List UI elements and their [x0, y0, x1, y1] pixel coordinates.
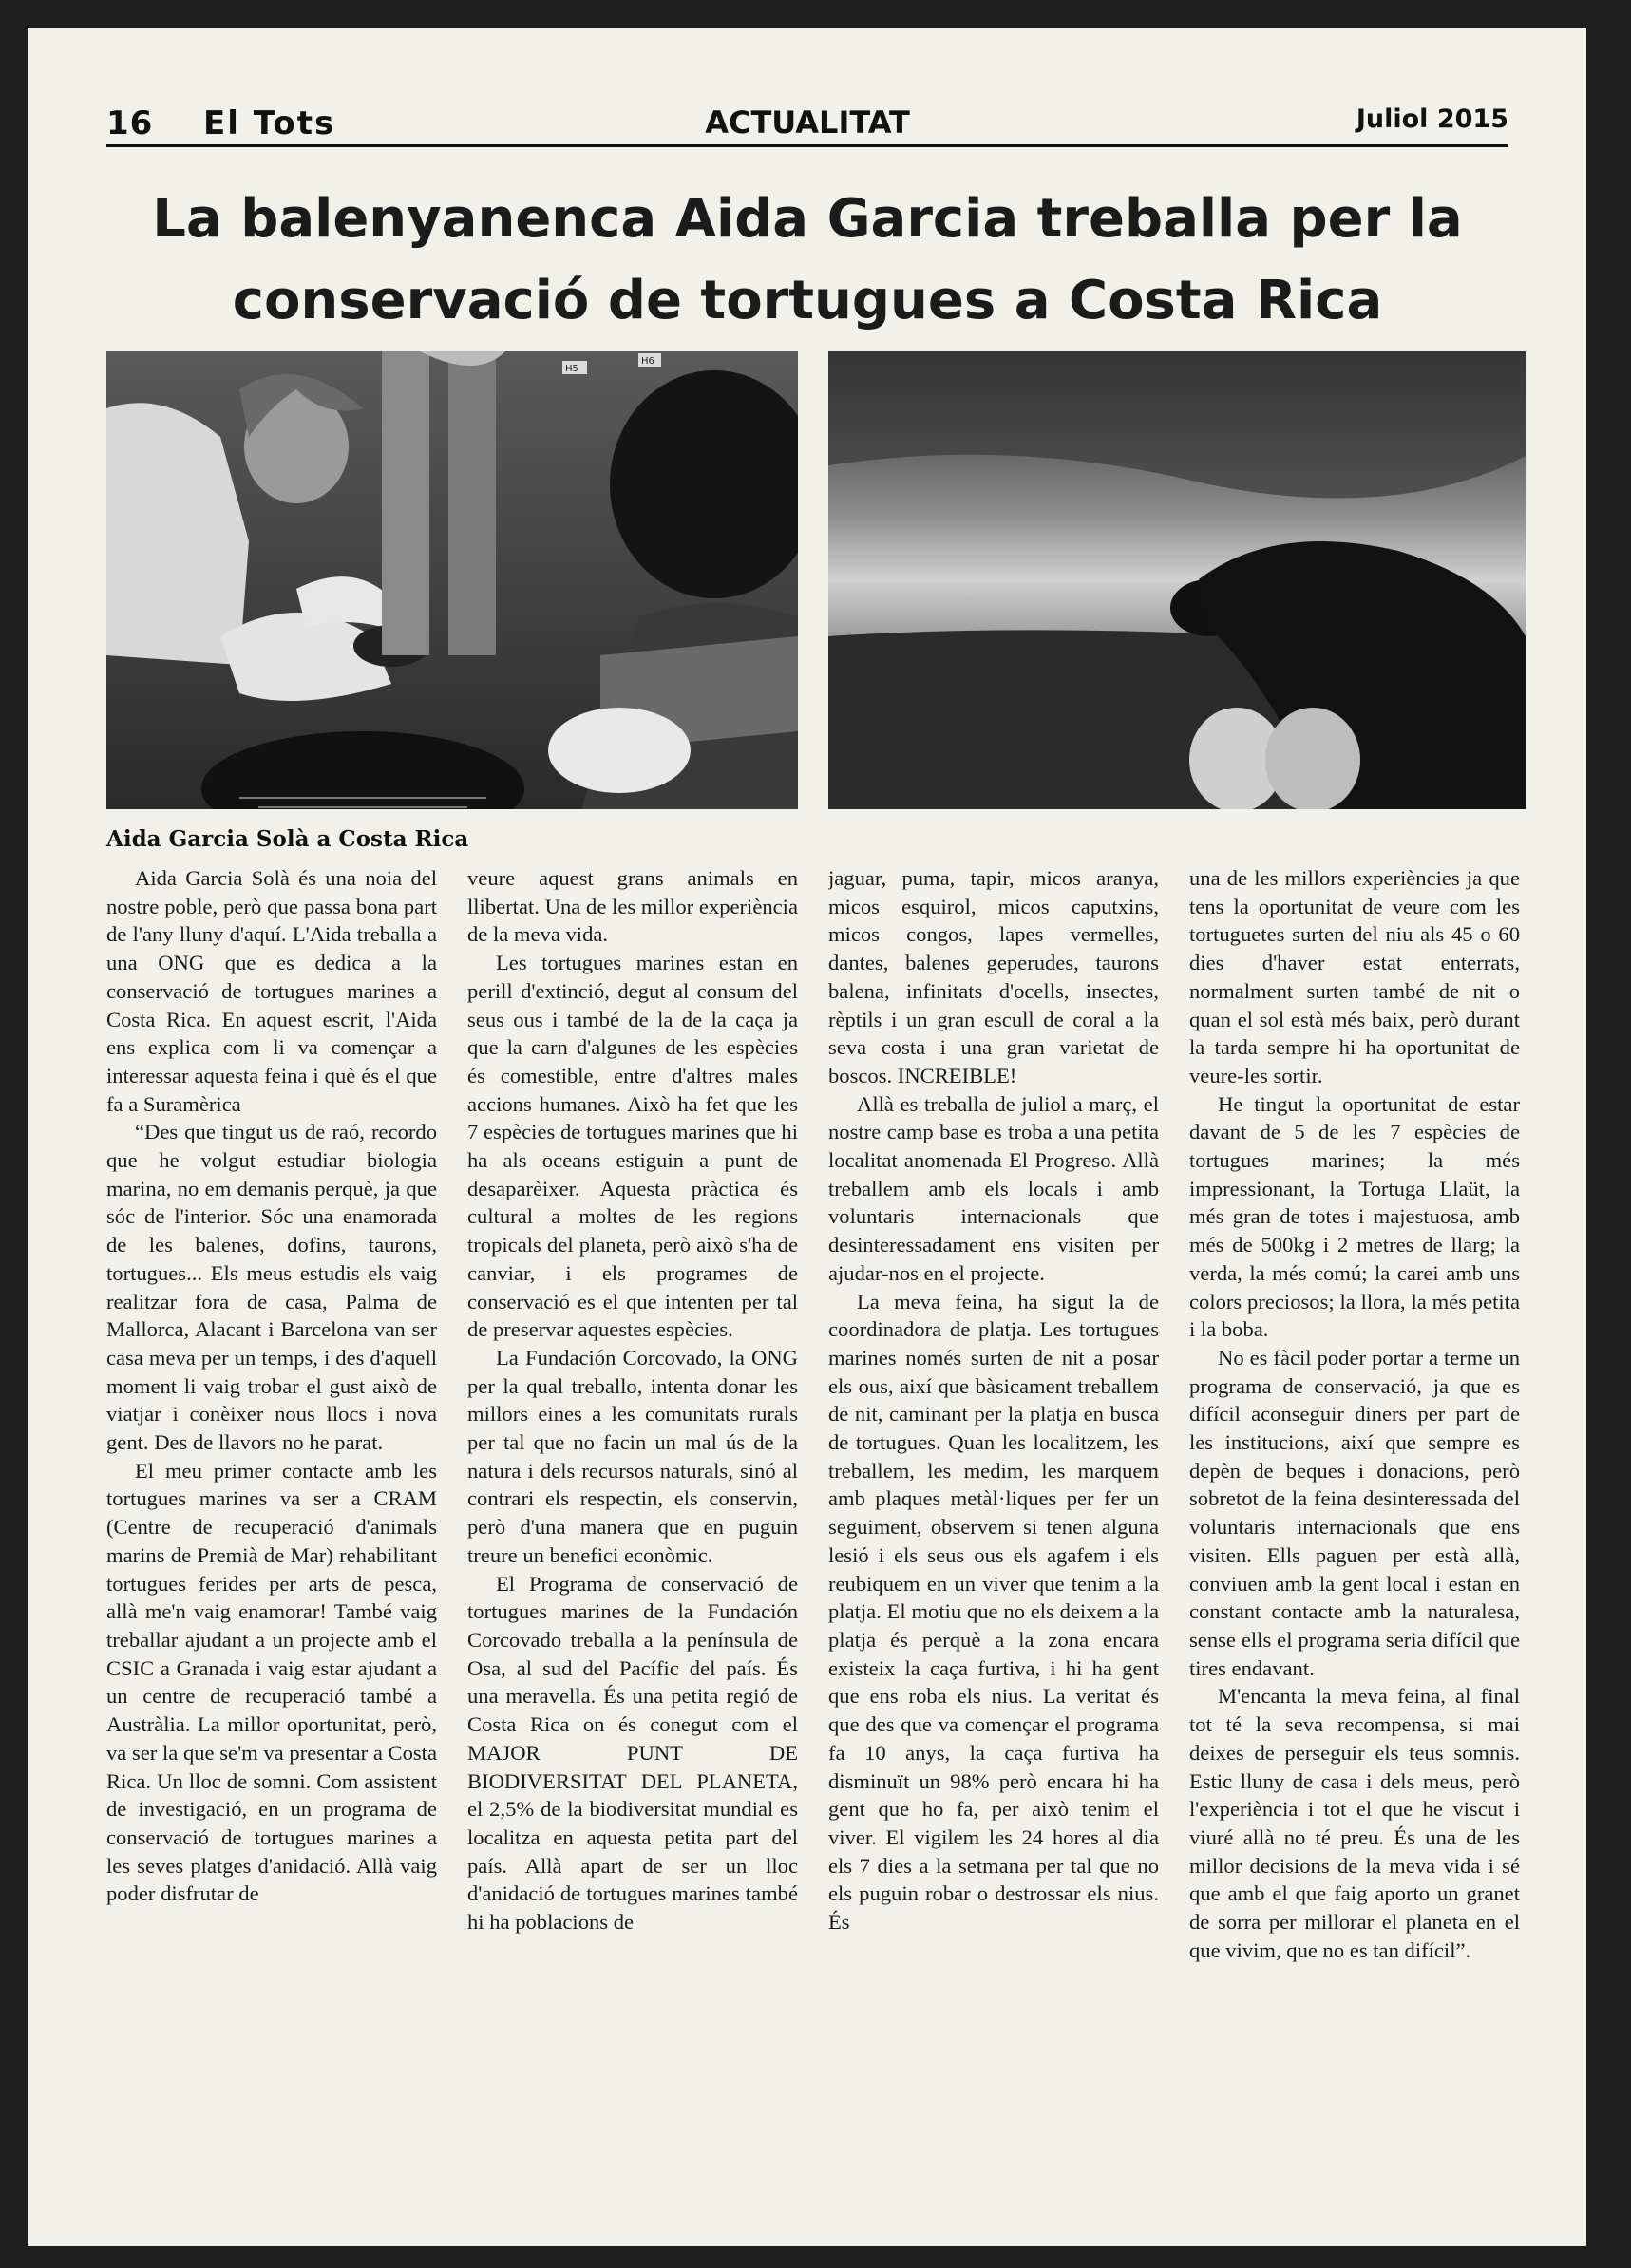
publication-name: El Tots — [203, 104, 336, 142]
page-number: 16 — [106, 104, 154, 142]
paragraph: una de les millors experiències ja que tens la oportunitat de veure com les tortuguetes surten del niu als 45 o 60 dies d'haver estat enterrats, normalment surten també de nit o quan el sol està més baix, però durant la tarda sempre hi ha oportunitat de veure-les sortir. — [1189, 866, 1520, 1087]
page-header — [106, 97, 1508, 163]
paragraph: La Fundación Corcovado, la ONG per la qual treballo, intenta donar les millors eines a les comunitats rurals per tal que no facin un mal ús de la natura i dels recursos naturals, sinó al contrari els respectin, els conservin, però d'una manera que en puguin treure un benefici econòmic. — [467, 1345, 798, 1567]
photo-caption: Aida Garcia Solà a Costa Rica — [106, 826, 469, 852]
paragraph: Les tortugues marines estan en perill d'extinció, degut al consum del seus ous i també de la de la caça ja que la carn d'algunes de les espècies és comestible, entre d'altres males accions humanes. Això ha fet que les 7 espècies de tortugues marines que hi ha als oceans estiguin a punt de desaparèixer. Aquesta pràctica és cultural a moltes de les regions tropicals del planeta, però això s'ha de canviar, i els programes de conservació es el que intenten per tal de preservar aquestes espècies. — [467, 951, 798, 1342]
issue-date: Juliol 2015 — [1356, 104, 1508, 134]
paragraph: jaguar, puma, tapir, micos aranya, micos esquirol, micos caputxins, micos congos, lapes vermelles, dantes, balenes geperudes, taurons balena, infinitats d'ocells, insectes, rèptils i un gran escull de coral a la seva costa i una gran varietat de boscos. INCREIBLE! — [828, 866, 1159, 1087]
headline-line-1: La balenyanenca Aida Garcia treballa per la — [152, 188, 1463, 250]
photo-hatchling-at-sunset — [828, 351, 1526, 809]
headline-line-2: conservació de tortugues a Costa Rica — [232, 270, 1383, 331]
article-headline — [106, 179, 1508, 342]
newspaper-page — [28, 28, 1586, 2246]
article-column-2 — [467, 864, 798, 2203]
article-column-3 — [828, 864, 1159, 2203]
paragraph: Allà es treballa de juliol a març, el nostre camp base es troba a una petita localitat anomenada El Progreso. Allà treballem amb els locals i amb voluntaris internacionals que desinteressadament ens visiten per ajudar-nos en el projecte. — [828, 1091, 1159, 1285]
paragraph: El meu primer contacte amb les tortugues marines va ser a CRAM (Centre de recuperació d'animals marins de Premià de Mar) rehabilitant tortugues ferides per arts de pesca, allà me'n vaig enamorar! També vaig treballar ajudant a un projecte amb el CSIC a Granada i vaig estar ajudant a un centre de recuperació també a Austràlia. La millor oportunitat, però, va ser la que se'm va presentar a Costa Rica. Un lloc de somni. Com assistent de investigació, en un programa de conservació de tortugues marines a les seves platges d'anidació. Allà vaig poder disfrutar de — [106, 1458, 437, 1906]
paragraph: El Programa de conservació de tortugues marines de la Fundación Corcovado treballa a la península de Osa, al sud del Pacífic del país. És una meravella. És una petita regió de Costa Rica on és conegut com el MAJOR PUNT DE BIODIVERSITAT DEL PLANETA, el 2,5% de la biodiversitat mundial es localitza en aquesta petita part del país. Allà apart de ser un lloc d'anidació de tortugues marines també hi ha poblacions de — [467, 1571, 798, 1935]
paragraph: La meva feina, ha sigut la de coordinadora de platja. Les tortugues marines només surten de nit a posar els ous, així que bàsicament treballem de nit, caminant per la platja en busca de tortugues. Quan les localitzem, les treballem, les medim, les marquem amb plaques metàl·liques per fer un seguiment, observem si tenen alguna lesió i els seus ous els agafem i els reubiquem en un viver que tenim a la platja. El motiu que no els deixem a la platja és perquè a la zona encara existeix la caça furtiva, i hi ha gent que ens roba els nius. La veritat és que des que va començar el programa fa 10 anys, la caça furtiva ha disminuït un 98% però encara hi ha gent que ho fa, per això tenim el viver. El vigilem les 24 hores al dia els 7 dies a la setmana per tal que no els puguin robar o destrossar els nius. És — [828, 1289, 1159, 1935]
marker-h5: H5 — [565, 364, 578, 374]
paragraph: He tingut la oportunitat de estar davant de 5 de les 7 espècies de tortugues marines; la més impressionant, la Tortuga Llaüt, la més gran de totes i majestuosa, amb més de 500kg i 2 metres de llarg; la verda, la més comú; la carei amb uns colors preciosos; la llora, la més petita i la boba. — [1189, 1091, 1520, 1342]
article-column-1 — [106, 864, 437, 2203]
section-title: ACTUALITAT — [705, 104, 910, 141]
header-rule — [106, 144, 1508, 147]
paragraph: Aida Garcia Solà és una noia del nostre poble, però que passa bona part de l'any lluny d'aquí. L'Aida treballa a una ONG que es dedica a la conservació de tortugues marines a Costa Rica. En aquest escrit, l'Aida ens explica com li va començar a interessar aquesta feina i què és el que fa a Suramèrica — [106, 866, 437, 1116]
paragraph: No es fàcil poder portar a terme un programa de conservació, ja que es difícil aconseguir diners per part de les institucions, així que sempre es depèn de beques i donacions, però sobretot de la feina desinteressada del voluntaris internacionals que ens visiten. Ells paguen per està allà, conviuen amb la gent local i estan en constant contacte amb la naturalesa, sense ells el programa seria difícil que tires endavant. — [1189, 1345, 1520, 1680]
marker-h6: H6 — [641, 356, 654, 367]
article-column-4 — [1189, 864, 1520, 2203]
photo-turtle-hatchling-handling — [106, 351, 798, 809]
paragraph: M'encanta la meva feina, al final tot té la seva recompensa, si mai deixes de perseguir els teus somnis. Estic lluny de casa i dels meus, però l'experiència i tot el que he viscut i viuré allà no té preu. És una de les millor decisions de la meva vida i sé que amb el que faig aporto un granet de sorra per millorar el planeta en el que vivim, que no es tan difícil”. — [1189, 1684, 1520, 1962]
paragraph: veure aquest grans animals en llibertat. Una de les millor experiència de la meva vida. — [467, 866, 798, 947]
paragraph: “Des que tingut us de raó, recordo que he volgut estudiar biologia marina, no em demanis perquè, ja que sóc de l'interior. Sóc una enamorada de les balenes, dofins, taurons, tortugues... Els meus estudis els vaig realitzar fora de casa, Palma de Mallorca, Alacant i Barcelona van ser casa meva per un temps, i des d'aquell moment li vaig trobar el gust això de viatjar i conèixer nous llocs i nova gent. Des de llavors no he parat. — [106, 1120, 437, 1455]
